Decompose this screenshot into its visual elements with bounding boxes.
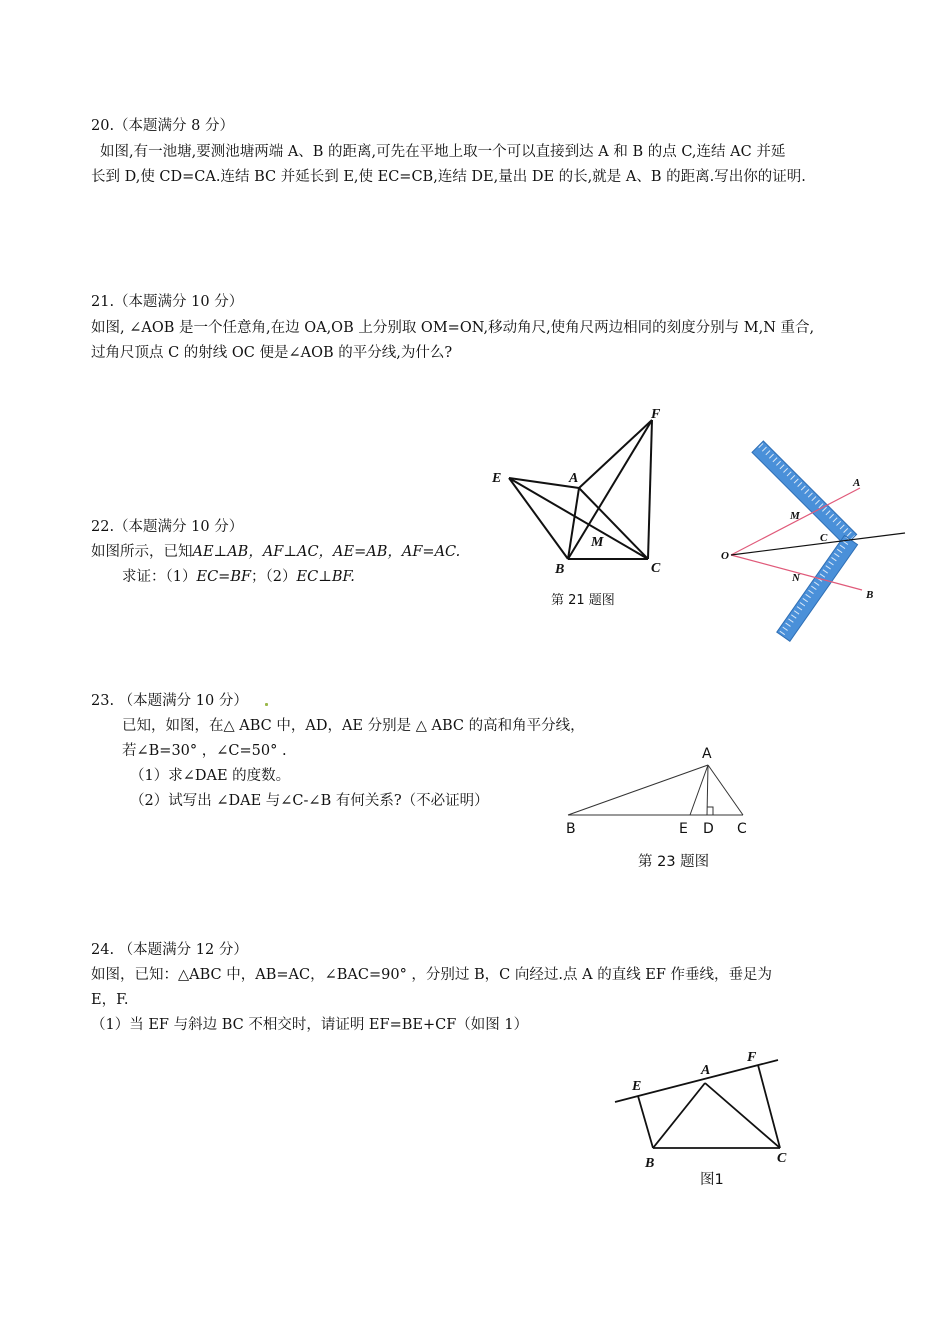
q23-text-line4: （2）试写出 ∠DAE 与∠C-∠B 有何关系?（不必证明） bbox=[130, 793, 489, 809]
q21-heading: 21.（本题满分 10 分） bbox=[91, 294, 244, 310]
q22-given bbox=[91, 542, 460, 562]
label-F: F bbox=[651, 407, 661, 422]
q24-heading: 24. （本题满分 12 分） bbox=[91, 942, 248, 958]
q24-text-line1: 如图，已知：△ABC 中，AB=AC，∠BAC=90° ，分别过 B，C 向经过.点 A 的直线 EF 作垂线，垂足为 bbox=[91, 967, 773, 983]
q22-prove-prefix: 求证：（1） bbox=[122, 569, 197, 585]
ruler-label-C: C bbox=[820, 532, 828, 544]
figure-21-caption: 第 21 题图 bbox=[551, 593, 615, 608]
ruler-bisector-figure bbox=[715, 440, 920, 645]
q20-text-line1: 如图,有一池塘,要测池塘两端 A、B 的距离,可先在平地上取一个可以直接到达 A 和 B 的点 C,连结 AC 并延 bbox=[100, 144, 786, 160]
q22-prove bbox=[122, 567, 355, 587]
segment-EB bbox=[638, 1096, 653, 1148]
ruler-label-B: B bbox=[866, 589, 874, 601]
q22-given-formula: AE⊥AB，AF⊥AC，AE=AB，AF=AC. bbox=[192, 544, 461, 560]
ruler-label-O: O bbox=[721, 550, 729, 562]
segment-AC bbox=[705, 1083, 780, 1148]
segment-FC bbox=[648, 420, 652, 559]
q22-prove-2: EC⊥BF. bbox=[296, 569, 355, 585]
figure-24-triangle bbox=[610, 1045, 800, 1175]
q24-text-line2: E，F. bbox=[91, 992, 129, 1008]
q24-text-line3: （1）当 EF 与斜边 BC 不相交时，请证明 EF=BE+CF（如图 1） bbox=[91, 1017, 529, 1033]
label-F: F bbox=[747, 1050, 757, 1065]
q22-heading: 22.（本题满分 10 分） bbox=[91, 519, 244, 535]
segment-EB bbox=[509, 478, 568, 559]
segment-AB bbox=[653, 1083, 705, 1148]
figure-23-triangle bbox=[560, 740, 760, 840]
q23-heading: 23. （本题满分 10 分） bbox=[91, 693, 248, 709]
figure-23-caption: 第 23 题图 bbox=[638, 854, 710, 870]
figure-21-geometry bbox=[485, 400, 670, 580]
figure-24-caption: 图1 bbox=[700, 1172, 724, 1188]
label-A: A bbox=[701, 1063, 711, 1078]
q22-given-prefix: 如图所示，已知 bbox=[91, 544, 193, 560]
label-C: C bbox=[737, 821, 747, 837]
q21-text-line1: 如图, ∠AOB 是一个任意角,在边 OA,OB 上分别取 OM=ON,移动角尺,使角尺两边相同的刻度分别与 M,N 重合, bbox=[91, 320, 815, 336]
label-C: C bbox=[651, 561, 661, 576]
label-E: E bbox=[492, 471, 502, 486]
label-A: A bbox=[702, 746, 712, 762]
label-B: B bbox=[645, 1156, 655, 1171]
q22-prove-sep: ；（2） bbox=[251, 569, 297, 585]
q21-text-line2: 过角尺顶点 C 的射线 OC 便是∠AOB 的平分线,为什么? bbox=[91, 345, 453, 361]
q20-heading: 20.（本题满分 8 分） bbox=[91, 118, 235, 134]
label-M: M bbox=[591, 535, 604, 550]
label-B: B bbox=[555, 562, 565, 577]
q22-prove-1: EC=BF bbox=[196, 569, 252, 585]
label-A: A bbox=[569, 471, 579, 486]
segment-AE bbox=[690, 765, 708, 815]
q23-text-line3: （1）求∠DAE 的度数。 bbox=[130, 768, 291, 784]
q20-text-line2: 长到 D,使 CD=CA.连结 BC 并延长到 E,使 EC=CB,连结 DE,量出 DE 的长,就是 A、B 的距离.写出你的证明. bbox=[91, 169, 806, 185]
segment-FC bbox=[758, 1065, 780, 1148]
label-B: B bbox=[566, 821, 576, 837]
ruler-label-A: A bbox=[853, 477, 861, 489]
segment-AF bbox=[579, 420, 652, 488]
ruler-label-N: N bbox=[792, 572, 800, 584]
stray-mark bbox=[265, 703, 268, 706]
label-E: E bbox=[632, 1079, 642, 1094]
right-angle-mark bbox=[707, 807, 713, 815]
ray-OC bbox=[731, 533, 905, 555]
segment-AB bbox=[568, 765, 708, 815]
label-D: D bbox=[703, 821, 714, 837]
label-C: C bbox=[777, 1151, 787, 1166]
label-E: E bbox=[679, 821, 688, 837]
q23-text-line2: 若∠B=30° ，∠C=50° . bbox=[122, 743, 287, 759]
q23-text-line1: 已知，如图，在△ ABC 中，AD，AE 分别是 △ ABC 的高和角平分线， bbox=[122, 718, 585, 734]
ruler-label-M: M bbox=[790, 510, 800, 522]
